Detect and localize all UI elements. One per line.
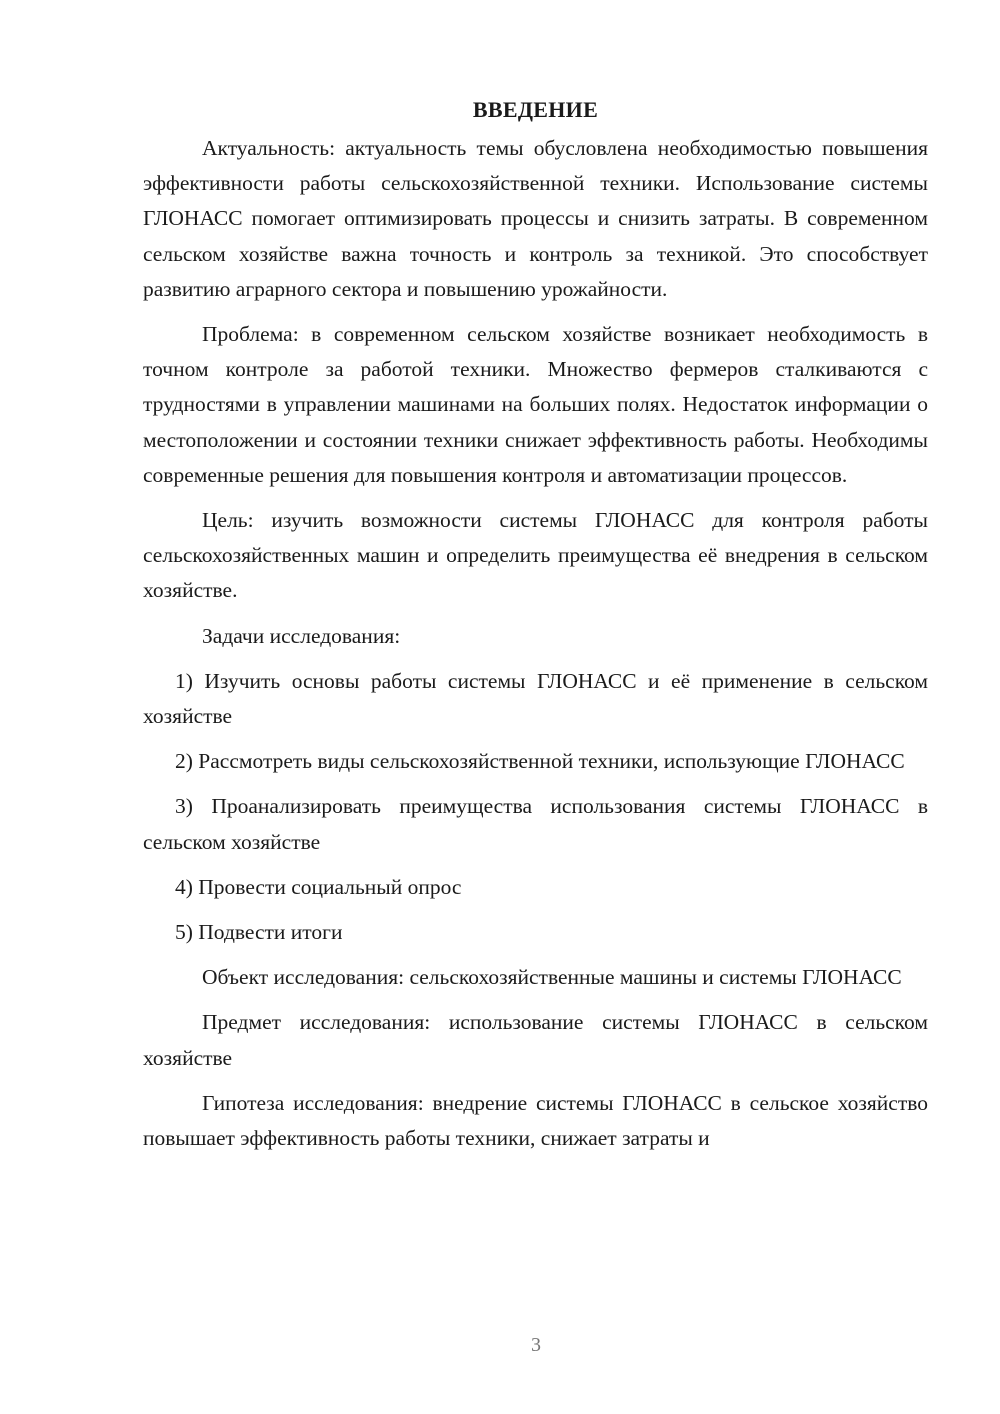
task-item: 3) Проанализировать преимущества использования системы ГЛОНАСС в сельском хозяйстве — [143, 794, 928, 854]
document-page — [143, 95, 928, 1166]
tasks-heading: Задачи исследования: — [202, 623, 401, 648]
relevance-paragraph: Актуальность: актуальность темы обусловлена необходимостью повышения эффективности работы сельскохозяйственной техники. Использование системы ГЛОНАСС помогает оптимизировать процессы и снизить затраты. В современном сельском хозяйстве важна точность и контроль за техникой. Это способствует развитию аграрного сектора и повышению урожайности. — [143, 136, 928, 301]
subject-paragraph: Предмет исследования: использование системы ГЛОНАСС в сельском хозяйстве — [143, 1010, 928, 1070]
page-number: 3 — [531, 1334, 541, 1356]
problem-paragraph: Проблема: в современном сельском хозяйстве возникает необходимость в точном контроле за работой техники. Множество фермеров сталкиваются с трудностями в управлении машинами на больших полях. Недостаток информации о местоположении и состоянии техники снижает эффективность работы. Необходимы современные решения для повышения контроля и автоматизации процессов. — [143, 322, 928, 487]
section-title: ВВЕДЕНИЕ — [472, 97, 599, 122]
task-item: 2) Рассмотреть виды сельскохозяйственной техники, использующие ГЛОНАСС — [175, 749, 905, 774]
task-item: 4) Провести социальный опрос — [175, 874, 462, 899]
task-item: 1) Изучить основы работы системы ГЛОНАСС и её применение в сельском хозяйстве — [143, 668, 928, 729]
goal-paragraph: Цель: изучить возможности системы ГЛОНАСС для контроля работы сельскохозяйственных машин и определить преимущества её внедрения в сельском хозяйстве. — [143, 508, 928, 603]
object-paragraph: Объект исследования: сельскохозяйственные машины и системы ГЛОНАСС — [202, 965, 902, 990]
task-item: 5) Подвести итоги — [175, 920, 343, 945]
hypothesis-paragraph: Гипотеза исследования: внедрение системы ГЛОНАСС в сельское хозяйство повышает эффективность работы техники, снижает затраты и — [143, 1090, 928, 1151]
